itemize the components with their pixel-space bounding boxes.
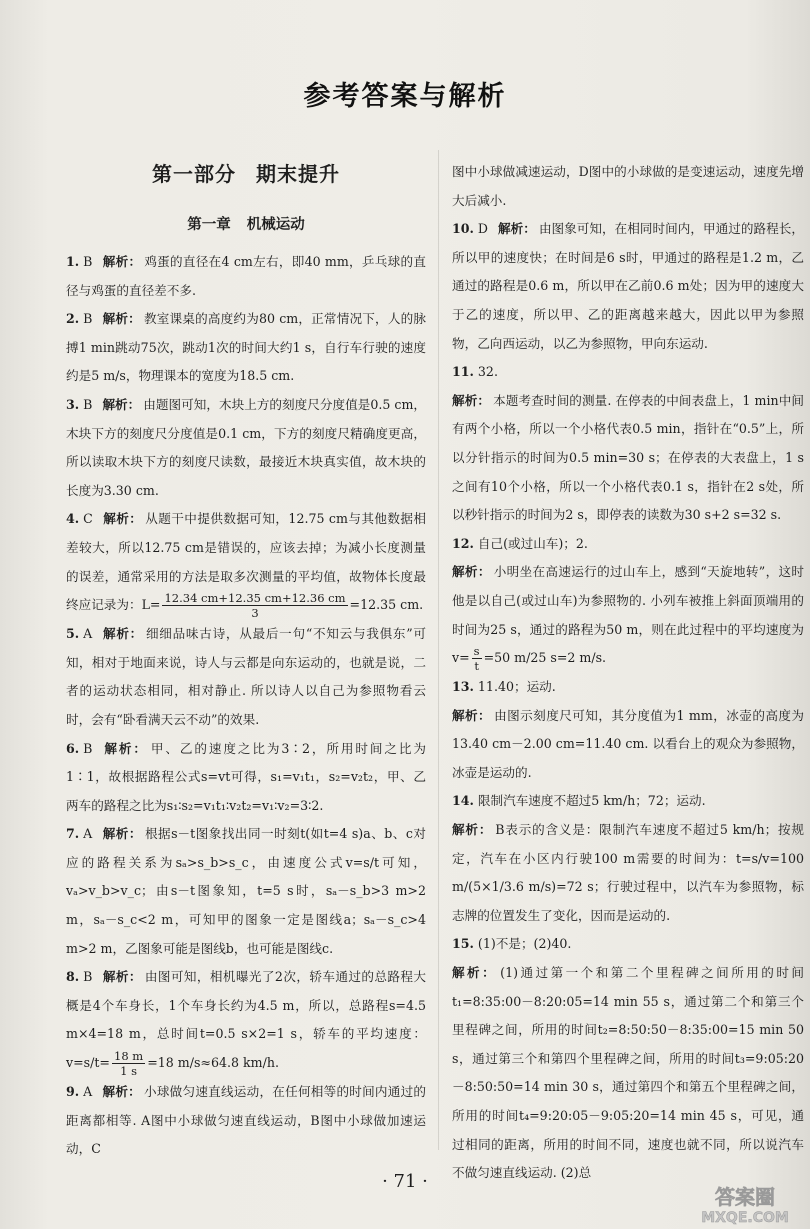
answer-item-4 xyxy=(66,505,426,620)
fraction-denominator: t xyxy=(474,659,479,674)
item-explanation: 小球做匀速直线运动，在任何相等的时间内通过的距离都相等. A图中小球做匀速直线运动，B图中小球做加速运动，C xyxy=(66,1084,427,1157)
left-column xyxy=(66,150,426,1164)
item-explanation: 细细品味古诗，从最后一句“不知云与我俱东”可知，相对于地面来说，诗人与云都是向东运动的，也就是说，二者的运动状态相同，相对静止. 所以诗人以自己为参照物看云时，会有“卧看满天云不动”的效果. xyxy=(66,626,426,727)
right-column xyxy=(452,158,804,1188)
item-number: 12. xyxy=(452,535,474,551)
item-explanation: 由图可知，相机曝光了2次，轿车通过的总路程大概是4个车身长，1个车身长约为4.5 m，所以，总路程s=4.5 m×4=18 m，总时间t=0.5 s×2=1 s，轿车的平均速度：v=s/t= xyxy=(66,969,427,1071)
item-explanation: 由图象可知，在相同时间内，甲通过的路程长，所以甲的速度快；在时间是6 s时，甲通过的路程是1.2 m，乙通过的路程是0.6 m，所以甲在乙前0.6 m处；因为甲的速度大于乙的速度，所以甲、乙的距离越来越大，因此以甲为参照物，乙向西运动，以乙为参照物，甲向东运动. xyxy=(452,221,805,351)
answer-item-2 xyxy=(66,305,426,391)
speed-fraction xyxy=(472,644,482,673)
answer-item-13 xyxy=(452,673,804,787)
answer-item-11 xyxy=(452,358,804,530)
analysis-label: 解析： xyxy=(102,511,143,527)
chapter-heading xyxy=(66,210,426,240)
analysis-label: 解析： xyxy=(102,396,141,412)
item-number: 4. xyxy=(66,511,80,527)
item-answer: 自己(或过山车)；2. xyxy=(477,535,588,551)
fraction-denominator: 1 s xyxy=(120,1064,138,1079)
analysis-label: 解析： xyxy=(102,626,143,642)
item-answer: A xyxy=(83,1084,93,1100)
answer-item-5 xyxy=(66,620,426,734)
fraction-numerator: s xyxy=(473,644,480,659)
item-answer: B xyxy=(83,254,93,269)
fraction-denominator: 3 xyxy=(251,606,259,621)
item-analysis xyxy=(452,959,804,1188)
item-number: 9. xyxy=(66,1084,80,1100)
answer-item-6 xyxy=(66,735,426,821)
item-explanation: (1)通过第一个和第二个里程碑之间所用的时间t₁=8:35:00－8:20:05=14 min 55 s，通过第二个和第三个里程碑之间，所用的时间t₂=8:50:50－8:35:00=15 min 50 s，通过第三个和第四个里程碑之间，所用的时间t₃=9:05:20－8:50:50=14 min 30 s，通过第四个和第五个里程碑之间，所用的时间t₄=9:20:05－9:05:20=14 min 45 s，可见，通过相同的距离，所用的时间不同，速度也就不同，所以说汽车不做匀速直线运动. (2)总 xyxy=(452,965,805,1181)
item-analysis xyxy=(452,558,804,673)
chapter-heading-number: 第一章 xyxy=(187,217,231,233)
item-explanation-tail: =50 m/25 s=2 m/s. xyxy=(483,650,607,666)
answer-item-9-continued xyxy=(452,158,804,215)
item-number: 15. xyxy=(452,936,474,952)
analysis-label: 解析： xyxy=(498,221,536,237)
analysis-label: 解析： xyxy=(102,254,142,269)
item-answer: B xyxy=(83,969,93,985)
item-analysis xyxy=(452,387,804,530)
item-answer: D xyxy=(477,221,489,237)
item-explanation: 从题干中提供数据可知，12.75 cm与其他数据相差较大，所以12.75 cm是错误的，应该去掉；为减小长度测量的误差，通常采用的方法是取多次测量的平均值，故物体长度最终应记录为：L= xyxy=(66,511,426,613)
chapter-heading-name: 机械运动 xyxy=(246,217,305,233)
item-answer: B xyxy=(83,396,93,412)
page-number: · 71 · xyxy=(382,1171,428,1192)
analysis-label: 解析： xyxy=(452,965,498,981)
item-answer: A xyxy=(83,626,93,642)
analysis-label: 解析： xyxy=(452,707,492,723)
item-answer: 限制汽车速度不超过5 km/h；72；运动. xyxy=(477,793,706,809)
item-answer: 11.40；运动. xyxy=(477,679,556,695)
analysis-label: 解析： xyxy=(452,822,493,838)
item-number: 2. xyxy=(66,311,80,327)
item-explanation-tail: =12.35 cm. xyxy=(349,597,424,613)
item-answer: A xyxy=(83,826,93,842)
analysis-label: 解析： xyxy=(102,969,142,985)
page-title: 参考答案与解析 xyxy=(303,81,507,112)
item-explanation: 小明坐在高速运行的过山车上，感到“天旋地转”，这时他是以自己(或过山车)为参照物的. 小列车被推上斜面顶端用的时间为25 s，通过的路程为50 m，则在此过程中的平均速度为v= xyxy=(452,564,804,666)
item-explanation: 甲、乙的速度之比为3∶2，所用时间之比为1∶1，故根据路程公式s=vt可得，s₁=v₁t₁，s₂=v₂t₂，甲、乙两车的路程之比为s₁∶s₂=v₁t₁∶v₂t₂=v₁∶v₂=3∶2. xyxy=(66,740,427,813)
item-explanation: 图中小球做减速运动，D图中的小球做的是变速运动，速度先增大后减小. xyxy=(452,164,804,208)
item-number: 3. xyxy=(66,396,80,412)
part-heading-name: 期末提升 xyxy=(256,162,340,186)
answer-item-15 xyxy=(452,930,804,1187)
item-analysis xyxy=(452,702,804,788)
answer-item-14 xyxy=(452,787,804,930)
item-answer-line xyxy=(452,530,804,559)
fraction-numerator: 18 m xyxy=(114,1049,144,1064)
item-explanation: 本题考查时间的测量. 在停表的中间表盘上，1 min中间有两个小格，所以一个小格代表0.5 min，指针在“0.5”上，所以分针指示的时间为0.5 min=30 s；在停表的大表盘上，1 s之间有10个小格，所以一个小格代表0.1 s，指针在2 s处，所以秒针指示的时间为2 s，即停表的读数为30 s+2 s=32 s. xyxy=(452,392,805,523)
watermark-text: 答案圈 xyxy=(715,1185,775,1209)
item-answer-line xyxy=(452,787,804,816)
item-number: 5. xyxy=(66,626,80,642)
item-number: 8. xyxy=(66,969,80,985)
answer-item-10 xyxy=(452,215,804,358)
item-number: 10. xyxy=(452,221,474,237)
watermark-domain: MXQE.COM xyxy=(701,1210,789,1226)
item-number: 11. xyxy=(452,364,474,380)
item-answer: C xyxy=(83,511,93,527)
mean-fraction xyxy=(162,591,347,620)
item-number: 13. xyxy=(452,679,474,695)
answer-item-7 xyxy=(66,820,426,963)
watermark-logo xyxy=(686,1182,804,1226)
fraction-numerator: 12.34 cm+12.35 cm+12.36 cm xyxy=(164,591,346,606)
analysis-label: 解析： xyxy=(452,392,491,408)
item-answer-line xyxy=(452,673,804,702)
speed-fraction xyxy=(112,1049,145,1078)
item-number: 6. xyxy=(66,740,80,756)
item-number: 1. xyxy=(66,254,80,269)
answer-item-8 xyxy=(66,963,426,1078)
analysis-label: 解析： xyxy=(102,826,142,842)
analysis-label: 解析： xyxy=(102,1084,141,1100)
column-divider xyxy=(438,150,439,1150)
answer-item-1 xyxy=(66,248,426,305)
answer-item-9 xyxy=(66,1078,426,1164)
item-explanation: 由图示刻度尺可知，其分度值为1 mm，冰壶的高度为13.40 cm－2.00 cm=11.40 cm. 以看台上的观众为参照物，冰壶是运动的. xyxy=(452,707,805,780)
item-explanation: 教室课桌的高度约为80 cm，正常情况下，人的脉搏1 min跳动75次，跳动1次的时间大约1 s，自行车行驶的速度约是5 m/s，物理课本的宽度为18.5 cm. xyxy=(66,311,426,384)
item-explanation: 根据s－t图象找出同一时刻t(如t=4 s)a、b、c对应的路程关系为sₐ>s_b>s_c，由速度公式v=s/t可知，vₐ>v_b>v_c；由s－t图象知，t=5 s时，sₐ－s_b>3 m>2 m，sₐ－s_c<2 m，可知甲的图象一定是图线a；sₐ－s_c>4 m>2 m，乙图象可能是图线b，也可能是图线c. xyxy=(66,826,426,956)
item-answer-line xyxy=(452,358,804,387)
answer-item-3 xyxy=(66,391,426,505)
item-answer: B xyxy=(83,311,93,327)
answer-item-12 xyxy=(452,530,804,673)
part-heading-number: 第一部分 xyxy=(152,162,236,186)
item-explanation-tail: =18 m/s≈64.8 km/h. xyxy=(147,1055,279,1071)
item-number: 7. xyxy=(66,826,80,842)
item-answer-line xyxy=(452,930,804,959)
item-explanation: B表示的含义是：限制汽车速度不超过5 km/h；按规定，汽车在小区内行驶100 m需要的时间为：t=s/v=100 m/(5×1/3.6 m/s)=72 s；行驶过程中，以汽车为参照物，标志牌的位置发生了变化，因而是运动的. xyxy=(452,822,805,923)
part-heading xyxy=(66,154,426,194)
item-explanation: 鸡蛋的直径在4 cm左右，即40 mm，乒乓球的直径与鸡蛋的直径差不多. xyxy=(66,254,426,298)
item-analysis xyxy=(452,816,804,930)
item-answer: (1)不是；(2)40. xyxy=(477,936,572,952)
item-explanation: 由题图可知，木块上方的刻度尺分度值是0.5 cm，木块下方的刻度尺分度值是0.1 cm，下方的刻度尺精确度更高，所以读取木块下方的刻度尺读数，最接近木块真实值，故木块的长度为3.30 cm. xyxy=(66,396,427,498)
analysis-label: 解析： xyxy=(452,564,491,580)
item-answer: 32. xyxy=(477,364,498,380)
analysis-label: 解析： xyxy=(102,740,148,756)
analysis-label: 解析： xyxy=(102,311,141,327)
item-answer: B xyxy=(83,740,93,756)
item-number: 14. xyxy=(452,793,474,809)
